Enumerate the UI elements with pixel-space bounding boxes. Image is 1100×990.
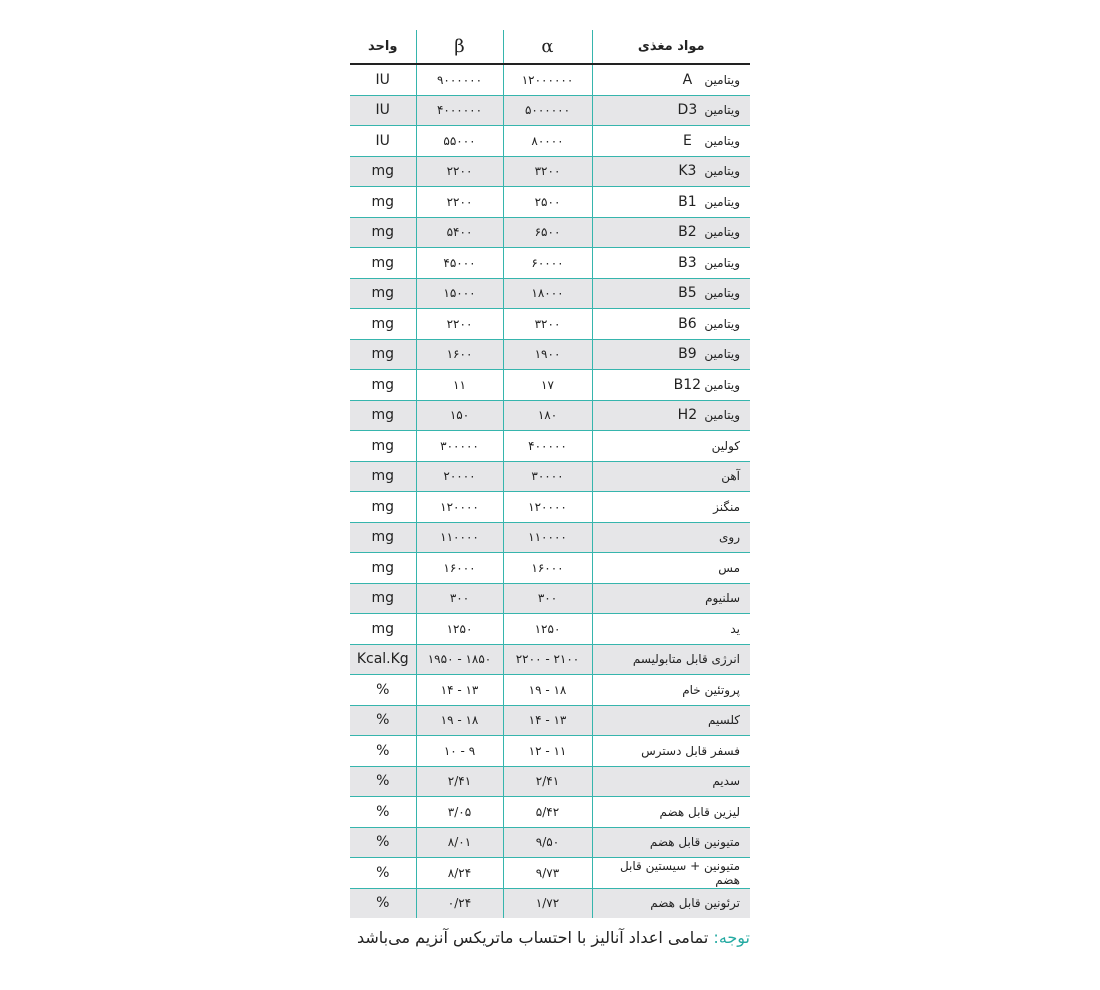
alpha-value-cell: ۱۹۰۰: [503, 339, 592, 370]
table-row: [350, 400, 750, 431]
unit-cell: IU: [350, 95, 416, 126]
vitamin-code: A: [682, 71, 693, 88]
table-row: [350, 827, 750, 858]
nutrient-name: متیونین + سیستین قابل هضم: [619, 858, 740, 887]
nutrient-name: فسفر قابل دسترس: [641, 743, 740, 758]
unit-cell: mg: [350, 492, 416, 523]
vitamin-prefix: ویتامین: [704, 347, 740, 362]
nutrient-name: آهن: [721, 469, 740, 484]
nutrient-name-cell: [592, 797, 750, 828]
unit-cell: mg: [350, 553, 416, 584]
beta-value-cell: ۱۶۰۰: [416, 339, 503, 370]
beta-value-cell: ۴۵۰۰۰: [416, 248, 503, 279]
vitamin-prefix: ویتامین: [704, 377, 740, 392]
alpha-value-cell: ۱۱۰۰۰۰: [503, 522, 592, 553]
nutrient-name: سدیم: [712, 774, 740, 789]
vitamin-code: B12: [673, 376, 702, 393]
beta-value-cell: ۱۶۰۰۰: [416, 553, 503, 584]
table-row: [350, 431, 750, 462]
alpha-value-cell: ۱۲۰۰۰۰۰۰: [503, 64, 592, 95]
nutrient-name-cell: [592, 187, 750, 218]
beta-value-cell: ۲/۴۱: [416, 766, 503, 797]
table-row: [350, 64, 750, 95]
table-row: [350, 736, 750, 767]
unit-cell: mg: [350, 217, 416, 248]
unit-cell: %: [350, 736, 416, 767]
alpha-value-cell: ۳۲۰۰: [503, 309, 592, 340]
beta-value-cell: ۸/۰۱: [416, 827, 503, 858]
table-row: [350, 675, 750, 706]
nutrient-name-cell: [592, 126, 750, 157]
alpha-value-cell: ۱۸۰۰۰: [503, 278, 592, 309]
beta-value-cell: ۵۴۰۰: [416, 217, 503, 248]
alpha-value-cell: ۹/۷۳: [503, 858, 592, 889]
beta-value-cell: ۱۱: [416, 370, 503, 401]
vitamin-prefix: ویتامین: [704, 194, 740, 209]
nutrient-name: مس: [718, 560, 740, 575]
vitamin-code: B5: [678, 285, 697, 302]
nutrient-name-cell: [592, 675, 750, 706]
vitamin-prefix: ویتامین: [704, 225, 740, 240]
nutrient-name-cell: [592, 400, 750, 431]
table-row: [350, 95, 750, 126]
unit-cell: mg: [350, 278, 416, 309]
nutrient-name-cell: [592, 492, 750, 523]
table-row: [350, 461, 750, 492]
table-row: [350, 187, 750, 218]
beta-value-cell: ۳۰۰۰۰۰: [416, 431, 503, 462]
nutrient-name: کلسیم: [708, 713, 740, 728]
table-row: [350, 278, 750, 309]
nutrient-name-cell: [592, 217, 750, 248]
nutrient-name: متیونین قابل هضم: [649, 835, 740, 850]
nutrient-name-cell: [592, 736, 750, 767]
header-nutrient: مواد مغذی: [592, 30, 750, 64]
alpha-value-cell: ۶۵۰۰: [503, 217, 592, 248]
table-row: [350, 492, 750, 523]
nutrient-name-cell: [592, 766, 750, 797]
vitamin-code: H2: [677, 407, 698, 424]
alpha-value-cell: ۱۸۰: [503, 400, 592, 431]
nutrient-name-cell: [592, 95, 750, 126]
unit-cell: mg: [350, 339, 416, 370]
nutrient-name-cell: [592, 156, 750, 187]
unit-cell: mg: [350, 156, 416, 187]
beta-value-cell: ۱۵۰: [416, 400, 503, 431]
unit-cell: mg: [350, 370, 416, 401]
table-row: [350, 797, 750, 828]
nutrient-name-cell: [592, 553, 750, 584]
unit-cell: %: [350, 705, 416, 736]
vitamin-prefix: ویتامین: [704, 408, 740, 423]
alpha-value-cell: ۱۷: [503, 370, 592, 401]
vitamin-prefix: ویتامین: [704, 103, 740, 118]
alpha-value-cell: ۱۴ - ۱۳: [503, 705, 592, 736]
vitamin-prefix: ویتامین: [704, 316, 740, 331]
table-row: [350, 370, 750, 401]
alpha-value-cell: ۶۰۰۰۰: [503, 248, 592, 279]
beta-value-cell: ۹۰۰۰۰۰۰: [416, 64, 503, 95]
vitamin-code: B1: [678, 193, 697, 210]
beta-value-cell: ۱۴ - ۱۳: [416, 675, 503, 706]
alpha-value-cell: ۲۲۰۰ - ۲۱۰۰: [503, 644, 592, 675]
vitamin-prefix: ویتامین: [704, 164, 740, 179]
unit-cell: mg: [350, 400, 416, 431]
nutrient-name-cell: [592, 583, 750, 614]
nutrient-name: ید: [730, 621, 740, 636]
table-row: [350, 156, 750, 187]
header-beta: β: [416, 30, 503, 64]
header-unit: واحد: [350, 30, 416, 64]
nutrient-name-cell: [592, 339, 750, 370]
table-row: [350, 614, 750, 645]
nutrient-name-cell: [592, 370, 750, 401]
nutrient-table: [350, 30, 750, 918]
table-row: [350, 766, 750, 797]
beta-value-cell: ۵۵۰۰۰: [416, 126, 503, 157]
vitamin-code: E: [682, 132, 692, 149]
beta-value-cell: ۴۰۰۰۰۰۰: [416, 95, 503, 126]
table-row: [350, 888, 750, 918]
unit-cell: mg: [350, 248, 416, 279]
unit-cell: mg: [350, 522, 416, 553]
alpha-value-cell: ۹/۵۰: [503, 827, 592, 858]
table-row: [350, 339, 750, 370]
nutrient-name-cell: [592, 431, 750, 462]
table-row: [350, 126, 750, 157]
table-row: [350, 248, 750, 279]
vitamin-code: B2: [678, 224, 697, 241]
nutrient-name-cell: [592, 644, 750, 675]
alpha-value-cell: ۱۹ - ۱۸: [503, 675, 592, 706]
unit-cell: mg: [350, 614, 416, 645]
footnote-text: تمامی اعداد آنالیز با احتساب ماتریکس آنزیم می‌باشد: [357, 928, 714, 947]
table-row: [350, 705, 750, 736]
beta-value-cell: ۲۲۰۰: [416, 187, 503, 218]
beta-value-cell: ۰/۲۴: [416, 888, 503, 918]
alpha-value-cell: ۳۲۰۰: [503, 156, 592, 187]
nutrient-name: ترئونین قابل هضم: [650, 896, 740, 911]
header-alpha: α: [503, 30, 592, 64]
beta-value-cell: ۱۹ - ۱۸: [416, 705, 503, 736]
nutrient-name: پروتئین خام: [682, 682, 740, 697]
unit-cell: IU: [350, 126, 416, 157]
unit-cell: IU: [350, 64, 416, 95]
alpha-value-cell: ۱۲ - ۱۱: [503, 736, 592, 767]
nutrient-name-cell: [592, 858, 750, 889]
alpha-value-cell: ۸۰۰۰۰: [503, 126, 592, 157]
beta-value-cell: ۲۰۰۰۰: [416, 461, 503, 492]
vitamin-code: B6: [678, 315, 697, 332]
beta-value-cell: ۲۲۰۰: [416, 309, 503, 340]
unit-cell: %: [350, 858, 416, 889]
alpha-value-cell: ۳۰۰: [503, 583, 592, 614]
nutrient-name-cell: [592, 522, 750, 553]
beta-value-cell: ۲۲۰۰: [416, 156, 503, 187]
table-body: [350, 64, 750, 918]
unit-cell: mg: [350, 583, 416, 614]
nutrient-name-cell: [592, 309, 750, 340]
nutrient-name: منگنز: [713, 499, 740, 514]
nutrient-name: انرژی قابل متابولیسم: [632, 652, 740, 667]
unit-cell: mg: [350, 431, 416, 462]
beta-value-cell: ۱۱۰۰۰۰: [416, 522, 503, 553]
nutrient-name-cell: [592, 278, 750, 309]
nutrient-name-cell: [592, 705, 750, 736]
unit-cell: %: [350, 797, 416, 828]
table-row: [350, 583, 750, 614]
nutrient-name-cell: [592, 827, 750, 858]
vitamin-prefix: ویتامین: [704, 133, 740, 148]
table-row: [350, 309, 750, 340]
nutrient-name-cell: [592, 888, 750, 918]
unit-cell: Kcal.Kg: [350, 644, 416, 675]
vitamin-code: B9: [678, 346, 697, 363]
table-header-row: [350, 30, 750, 64]
nutrient-name: سلنیوم: [705, 591, 740, 606]
beta-value-cell: ۱۵۰۰۰: [416, 278, 503, 309]
unit-cell: %: [350, 827, 416, 858]
unit-cell: mg: [350, 461, 416, 492]
nutrient-name-cell: [592, 614, 750, 645]
beta-value-cell: ۱۰ - ۹: [416, 736, 503, 767]
nutrient-name-cell: [592, 64, 750, 95]
vitamin-prefix: ویتامین: [704, 286, 740, 301]
table-row: [350, 644, 750, 675]
unit-cell: %: [350, 675, 416, 706]
unit-cell: mg: [350, 187, 416, 218]
nutrient-name-cell: [592, 248, 750, 279]
footnote-label: توجه:: [713, 928, 750, 947]
alpha-value-cell: ۱۲۵۰: [503, 614, 592, 645]
nutrient-name-cell: [592, 461, 750, 492]
beta-value-cell: ۳۰۰: [416, 583, 503, 614]
alpha-value-cell: ۴۰۰۰۰۰: [503, 431, 592, 462]
table-row: [350, 217, 750, 248]
alpha-value-cell: ۵/۴۲: [503, 797, 592, 828]
footnote: [357, 928, 750, 947]
alpha-value-cell: ۲۵۰۰: [503, 187, 592, 218]
vitamin-prefix: ویتامین: [704, 255, 740, 270]
alpha-value-cell: ۱۲۰۰۰۰: [503, 492, 592, 523]
table-row: [350, 522, 750, 553]
alpha-value-cell: ۳۰۰۰۰: [503, 461, 592, 492]
alpha-value-cell: ۲/۴۱: [503, 766, 592, 797]
vitamin-code: K3: [678, 163, 697, 180]
unit-cell: %: [350, 766, 416, 797]
nutrient-name: کولین: [711, 438, 740, 453]
beta-value-cell: ۱۲۵۰: [416, 614, 503, 645]
beta-value-cell: ۸/۲۴: [416, 858, 503, 889]
beta-value-cell: ۱۲۰۰۰۰: [416, 492, 503, 523]
alpha-value-cell: ۱/۷۲: [503, 888, 592, 918]
alpha-value-cell: ۱۶۰۰۰: [503, 553, 592, 584]
nutrient-name: لیزین قابل هضم: [659, 804, 740, 819]
vitamin-code: D3: [677, 102, 698, 119]
unit-cell: %: [350, 888, 416, 918]
nutrient-name: روی: [719, 530, 740, 545]
vitamin-code: B3: [678, 254, 697, 271]
table-row: [350, 553, 750, 584]
unit-cell: mg: [350, 309, 416, 340]
table-row: [350, 858, 750, 889]
beta-value-cell: ۱۹۵۰ - ۱۸۵۰: [416, 644, 503, 675]
beta-value-cell: ۳/۰۵: [416, 797, 503, 828]
vitamin-prefix: ویتامین: [704, 72, 740, 87]
alpha-value-cell: ۵۰۰۰۰۰۰: [503, 95, 592, 126]
